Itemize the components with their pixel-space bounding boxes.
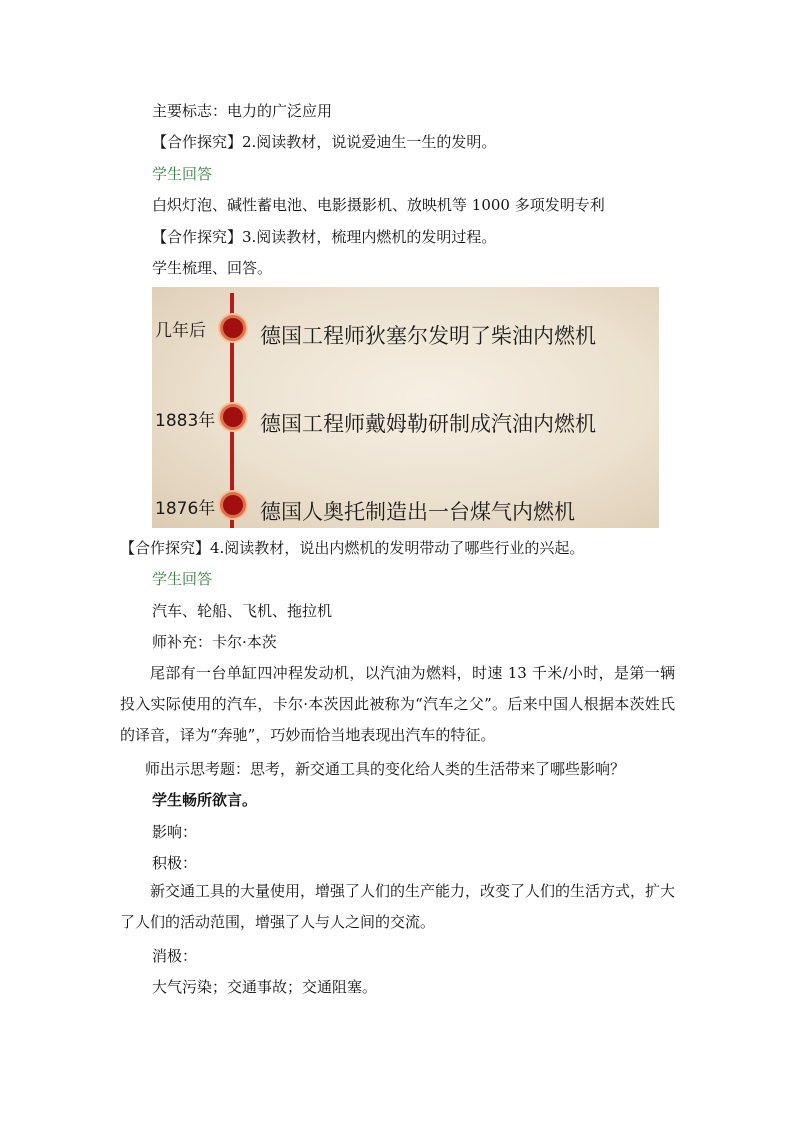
student-discussion: 学生畅所欲言。	[152, 791, 258, 809]
inquiry-2: 【合作探究】2.阅读教材，说说爱迪生一生的发明。	[152, 133, 497, 151]
positive-label: 积极：	[152, 854, 198, 872]
negative-label: 消极：	[152, 947, 198, 965]
thinking-question: 师出示思考题：思考，新交通工具的变化给人类的生活带来了哪些影响？	[145, 760, 626, 778]
timeline-event: 德国工程师狄塞尔发明了柴油内燃机	[260, 324, 596, 348]
teacher-supplement: 师补充：卡尔·本茨	[152, 633, 277, 651]
timeline-dot	[220, 404, 246, 430]
engine-timeline-image	[152, 287, 659, 528]
timeline-dot	[220, 492, 246, 518]
timeline-year: 几年后	[155, 321, 206, 341]
student-answer-label: 学生回答	[152, 570, 213, 588]
main-sign-line: 主要标志：电力的广泛应用	[152, 102, 333, 120]
inquiry-4: 【合作探究】4.阅读教材，说出内燃机的发明带动了哪些行业的兴起。	[120, 539, 585, 557]
timeline-event: 德国工程师戴姆勒研制成汽油内燃机	[260, 412, 596, 436]
impact-label: 影响：	[152, 823, 198, 841]
timeline-year: 1883年	[155, 411, 216, 431]
timeline-event: 德国人奥托制造出一台煤气内燃机	[260, 500, 575, 524]
edison-inventions: 白炽灯泡、碱性蓄电池、电影摄影机、放映机等 1000 多项发明专利	[152, 196, 605, 214]
student-sort-answer: 学生梳理、回答。	[152, 259, 273, 277]
benz-paragraph: 尾部有一台单缸四冲程发动机，以汽油为燃料，时速 13 千米/小时，是第一辆投入实际使用的汽车，卡尔·本茨因此被称为“汽车之父”。后来中国人根据本茨姓氏的译音，译为“奔驰”，巧妙而恰当地表现出汽车的特征。	[120, 664, 675, 744]
inquiry-3: 【合作探究】3.阅读教材，梳理内燃机的发明过程。	[152, 228, 497, 246]
timeline-year: 1876年	[155, 499, 216, 519]
positive-paragraph: 新交通工具的大量使用，增强了人们的生产能力，改变了人们的生活方式，扩大了人们的活动范围，增强了人与人之间的交流。	[120, 882, 676, 931]
industries-answer: 汽车、轮船、飞机、拖拉机	[152, 602, 333, 620]
timeline-dot	[220, 315, 246, 341]
student-answer-label: 学生回答	[152, 165, 213, 183]
negative-effects: 大气污染；交通事故；交通阻塞。	[152, 978, 378, 996]
